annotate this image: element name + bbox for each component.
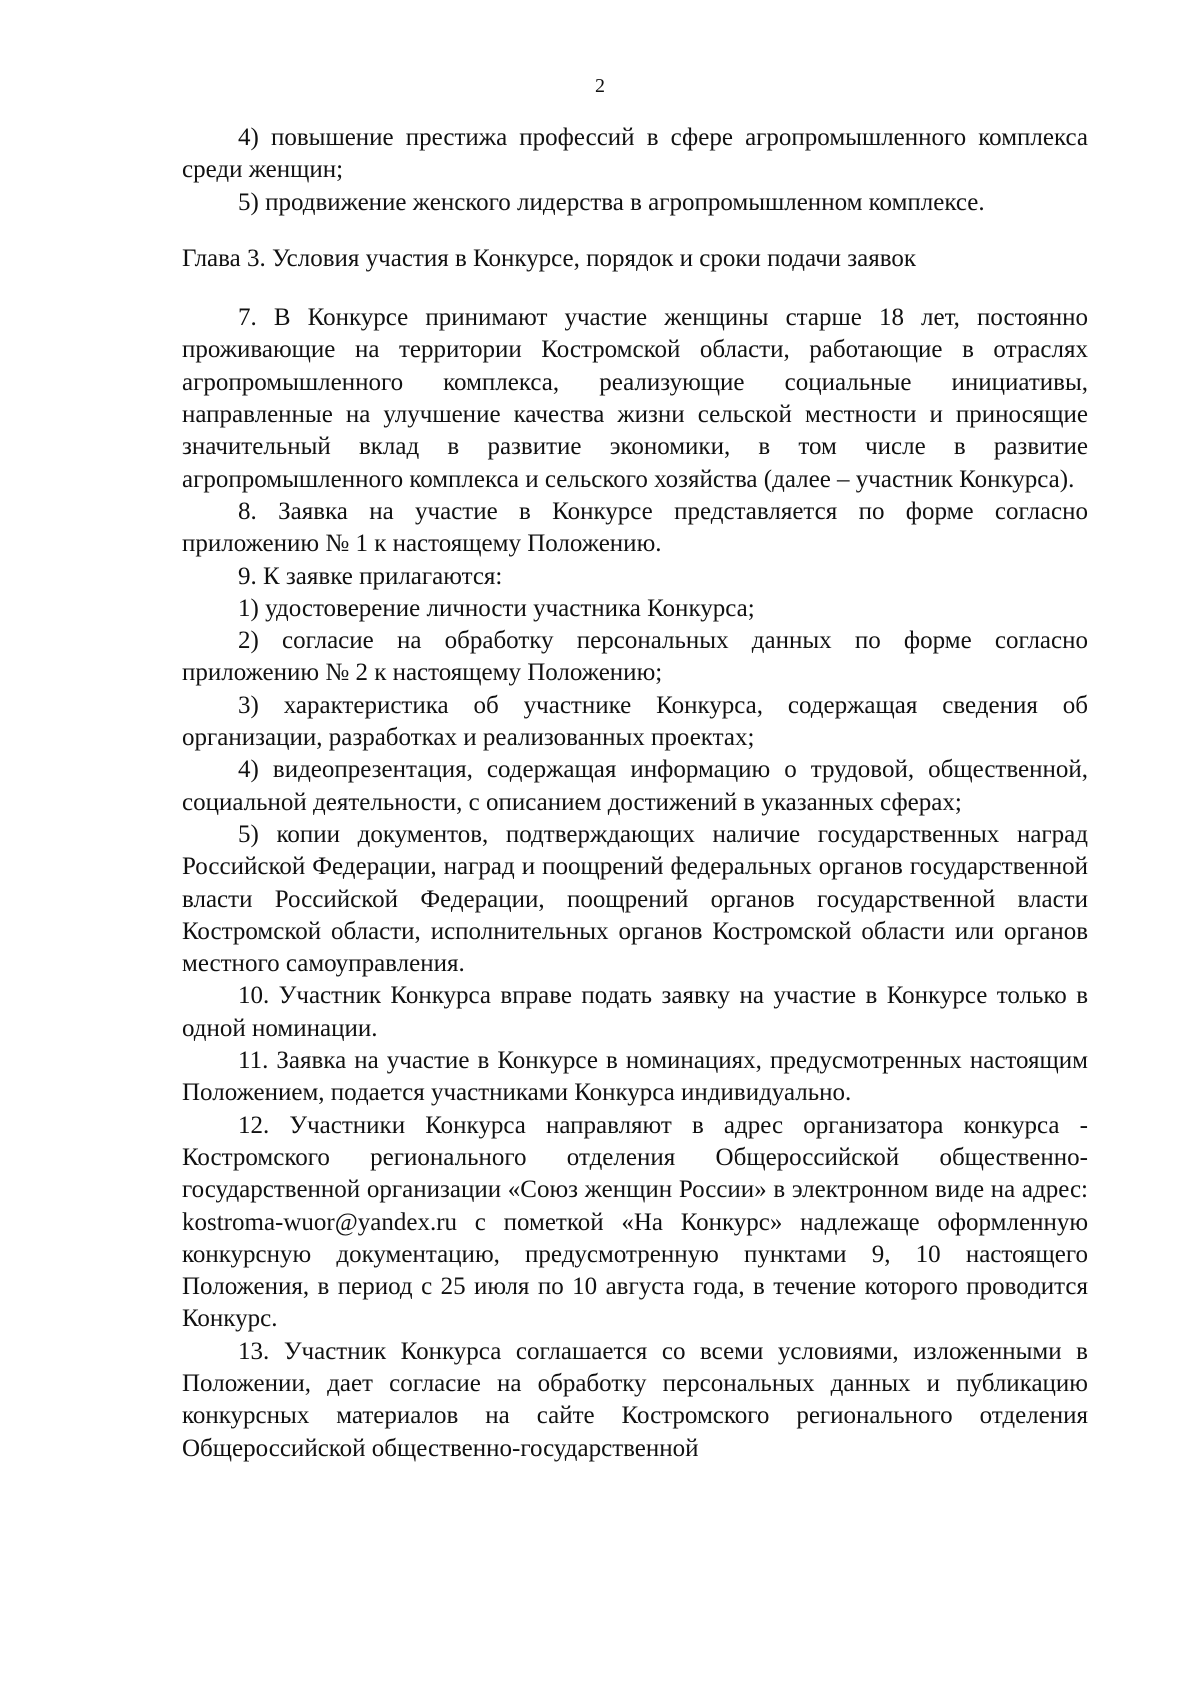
clause-9: 9. К заявке прилагаются: — [238, 562, 503, 590]
page-number: 2 — [595, 75, 605, 97]
chapter-heading: Глава 3. Условия участия в Конкурсе, порядок и сроки подачи заявок — [182, 244, 917, 272]
clause-11: 11. Заявка на участие в Конкурсе в номинациях, предусмотренных настоящим Положением, подается участниками Конкурса индивидуально. — [182, 1047, 1088, 1107]
clause-9-item-2: 2) согласие на обработку персональных данных по форме согласно приложению № 2 к настоящему Положению; — [182, 627, 1088, 687]
list-item-5: 5) продвижение женского лидерства в агропромышленном комплексе. — [238, 188, 985, 216]
clause-8: 8. Заявка на участие в Конкурсе представляется по форме согласно приложению № 1 к настоящему Положению. — [182, 497, 1088, 558]
clause-9-item-3: 3) характеристика об участнике Конкурса, содержащая сведения об организации, разработках и реализованных проектах; — [182, 691, 1088, 752]
clause-13: 13. Участник Конкурса соглашается со всеми условиями, изложенными в Положении, дает согласие на обработку персональных данных и публикацию конкурсных материалов на сайте Костромского регионального отделения Общероссийской общественно-государственной — [182, 1337, 1088, 1462]
document-body — [182, 122, 1088, 1465]
clause-9-item-4: 4) видеопрезентация, содержащая информацию о трудовой, общественной, социальной деятельности, с описанием достижений в указанных сферах; — [182, 756, 1088, 816]
clause-10: 10. Участник Конкурса вправе подать заявку на участие в Конкурсе только в одной номинации. — [182, 982, 1088, 1042]
list-item-4: 4) повышение престижа профессий в сфере агропромышленного комплекса среди женщин; — [182, 124, 1088, 184]
clause-7: 7. В Конкурсе принимают участие женщины старше 18 лет, постоянно проживающие на территории Костромской области, работающие в отраслях агропромышленного комплекса, реализующие социальные инициативы, направленные на улучшение качества жизни сельской местности и приносящие значительный вклад в развитие экономики, в том числе в развитие агропромышленного комплекса и сельского хозяйства (далее – участник Конкурса). — [182, 304, 1088, 493]
clause-9-item-1: 1) удостоверение личности участника Конкурса; — [238, 594, 755, 622]
clause-9-item-5: 5) копии документов, подтверждающих наличие государственных наград Российской Федерации, наград и поощрений федеральных органов государственной власти Российской Федерации, поощрений органов государственной власти Костромской области, исполнительных органов Костромской области или органов местного самоуправления. — [182, 820, 1088, 978]
clause-12: 12. Участники Конкурса направляют в адрес организатора конкурса - Костромского регионального отделения Общероссийской общественно-государственной организации «Союз женщин России» в электронном виде на адрес: kostroma-wuor@yandex.ru с пометкой «На Конкурс» надлежаще оформленную конкурсную документацию, предусмотренную пунктами 9, 10 настоящего Положения, в период с 25 июля по 10 августа года, в течение которого проводится Конкурс. — [182, 1111, 1088, 1333]
